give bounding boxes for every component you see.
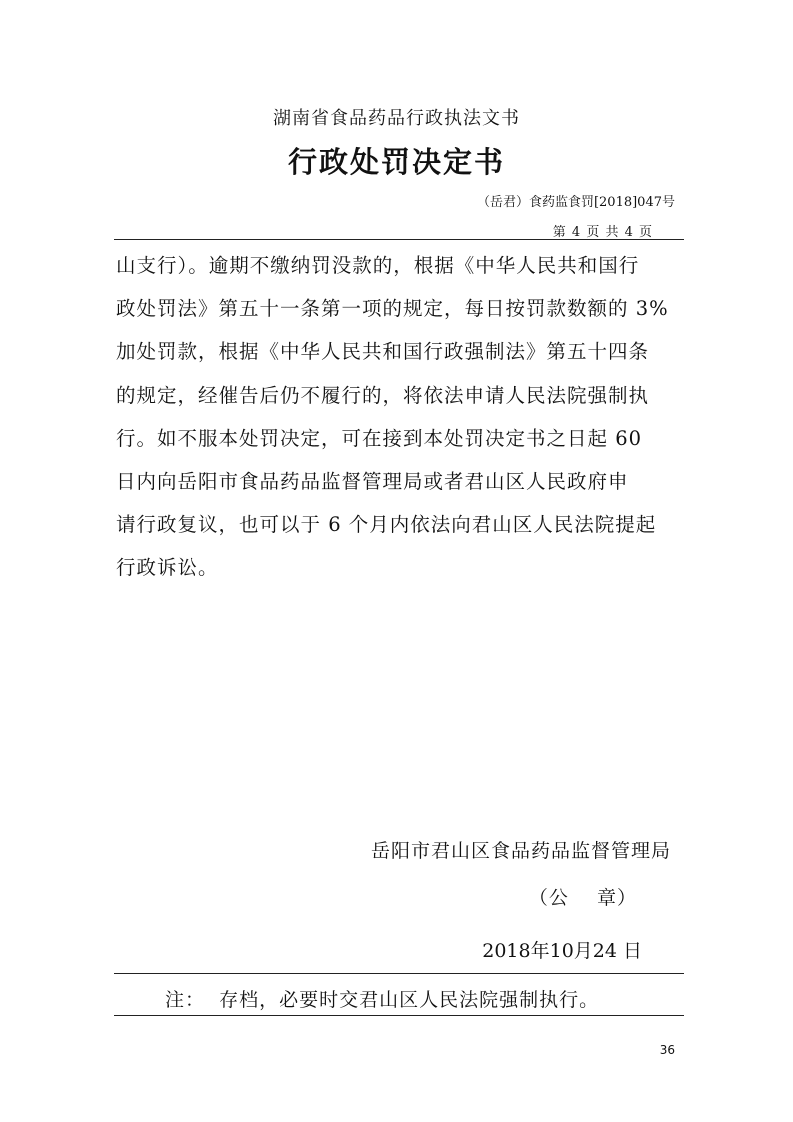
page-number: 36 (659, 1043, 675, 1057)
issue-date: 2018年10月24 日 (482, 940, 642, 962)
body-line: 加处罚款，根据《中华人民共和国行政强制法》第五十四条 (116, 340, 650, 364)
body-text (116, 244, 686, 590)
header-divider (114, 239, 684, 240)
official-seal-placeholder: （公 章） (528, 887, 637, 909)
page-indicator: 第 4 页 共 4 页 (552, 225, 653, 240)
document-header-org: 湖南省食品药品行政执法文书 (273, 108, 520, 129)
issuing-authority: 岳阳市君山区食品药品监督管理局 (370, 840, 671, 862)
footer-note: 注： 存档，必要时交君山区人民法院强制执行。 (165, 989, 600, 1011)
body-line: 日内向岳阳市食品药品监督管理局或者君山区人民政府申 (116, 469, 629, 493)
note-divider-top (114, 973, 684, 974)
body-line: 的规定，经催告后仍不履行的，将依法申请人民法院强制执 (116, 383, 650, 407)
document-title: 行政处罚决定书 (287, 145, 505, 179)
body-line: 山支行）。逾期不缴纳罚没款的，根据《中华人民共和国行 (116, 254, 640, 277)
note-divider-bottom (114, 1015, 684, 1016)
body-line: 行。如不服本处罚决定，可在接到本处罚决定书之日起 60 (116, 426, 643, 450)
document-number: （岳君）食药监食罚[2018]047号 (476, 195, 675, 210)
body-line: 政处罚法》第五十一条第一项的规定，每日按罚款数额的 3% (116, 297, 669, 321)
body-line: 请行政复议，也可以于 6 个月内依法向君山区人民法院提起 (116, 513, 657, 537)
body-line: 行政诉讼。 (116, 556, 219, 580)
